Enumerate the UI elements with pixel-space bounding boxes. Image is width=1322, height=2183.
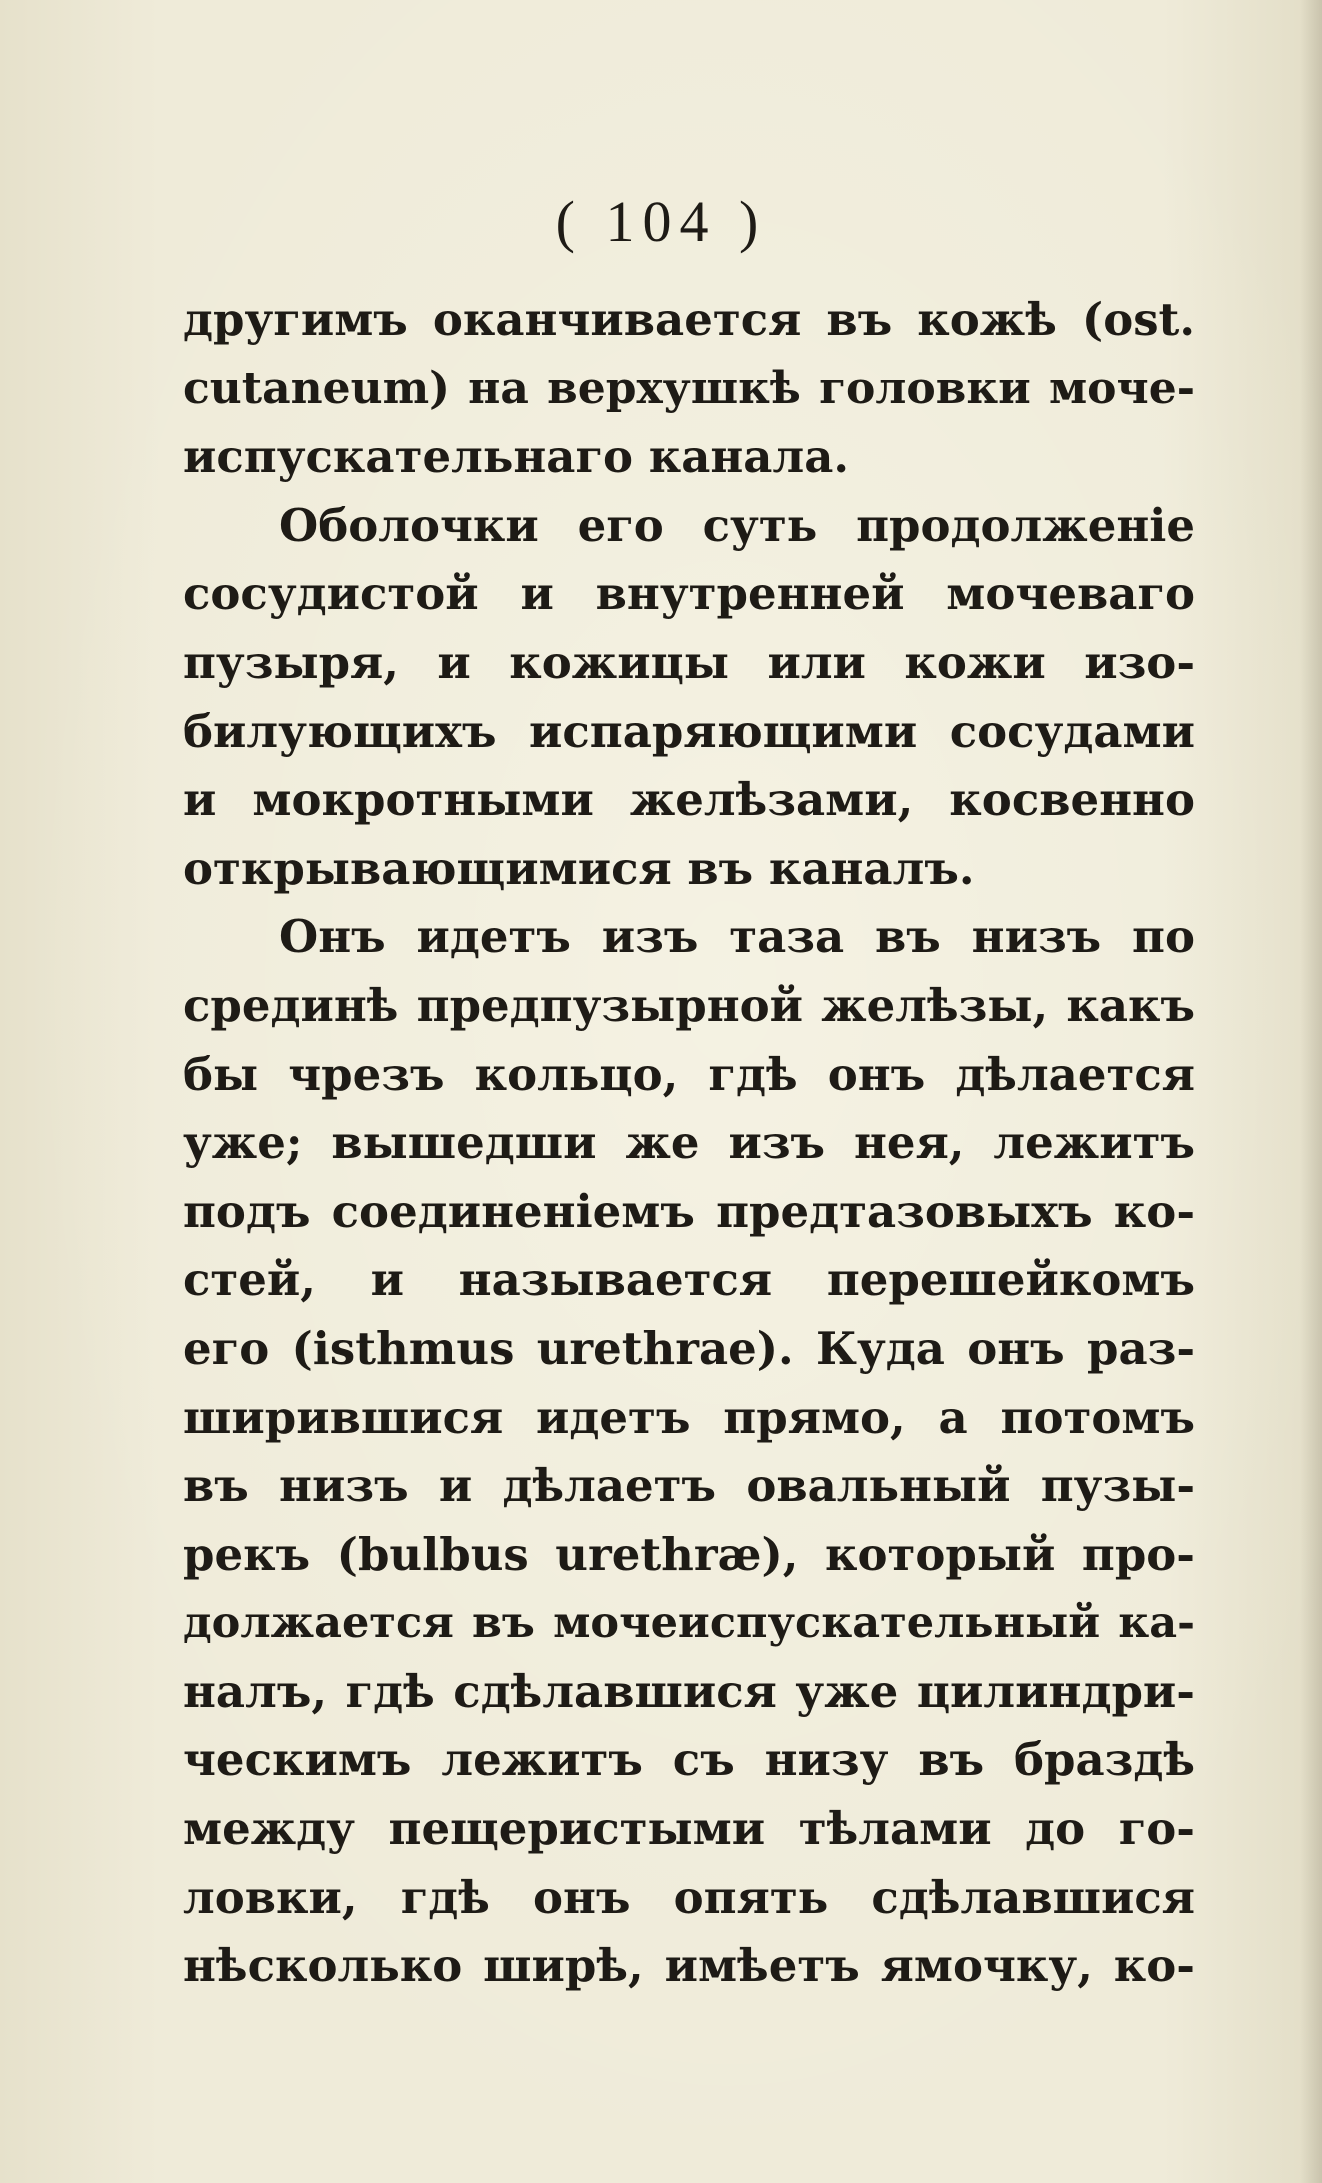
text-line: подъ соединеніемъ предтазовыхъ ко-: [183, 1184, 1195, 1238]
page-number: ( 104 ): [555, 189, 767, 254]
text-line: стей, и называется перешейкомъ: [183, 1253, 1195, 1307]
text-line: ловки, гдѣ онъ опять сдѣлавшися: [183, 1870, 1195, 1924]
text-line: нѣсколько ширѣ, имѣетъ ямочку, ко-: [183, 1939, 1195, 1993]
text-line: въ низъ и дѣлаетъ овальный пузы-: [183, 1459, 1195, 1513]
text-line: Оболочки его суть продолженіе: [279, 498, 1195, 552]
text-line: Онъ идетъ изъ таза въ низъ по: [279, 910, 1195, 964]
text-line: испускательнаго канала.: [183, 430, 850, 484]
page-edge-shadow: [1300, 0, 1322, 2183]
text-line: между пещеристыми тѣлами до го-: [183, 1802, 1195, 1856]
text-line: билующихъ испаряющими сосудами: [183, 704, 1195, 758]
text-line: другимъ оканчивается въ кожѣ (ost.: [183, 293, 1195, 346]
text-line: пузыря, и кожицы или кожи изо-: [183, 635, 1195, 689]
text-line: cutaneum) на верхушкѣ головки моче-: [183, 362, 1195, 414]
text-line: и мокротными желѣзами, косвенно: [183, 773, 1195, 827]
text-line: ческимъ лежитъ съ низу въ браздѣ: [183, 1733, 1195, 1787]
text-line: должается въ мочеиспускательный ка-: [183, 1598, 1195, 1649]
body-text: [183, 286, 1195, 2001]
text-line: открывающимися въ каналъ.: [183, 841, 975, 895]
text-line: бы чрезъ кольцо, гдѣ онъ дѣлается: [183, 1047, 1195, 1101]
text-line: его (isthmus urethrae). Куда онъ раз-: [183, 1321, 1195, 1375]
text-line: рекъ (bulbus urethræ), который про-: [183, 1527, 1195, 1581]
text-line: уже; вышедши же изъ нея, лежитъ: [183, 1116, 1195, 1170]
text-line: налъ, гдѣ сдѣлавшися уже цилиндри-: [183, 1664, 1195, 1718]
text-line: сосудистой и внутренней мочеваго: [183, 567, 1195, 621]
text-line: ширившися идетъ прямо, а потомъ: [183, 1390, 1195, 1444]
text-line: срединѣ предпузырной желѣзы, какъ: [183, 978, 1195, 1032]
